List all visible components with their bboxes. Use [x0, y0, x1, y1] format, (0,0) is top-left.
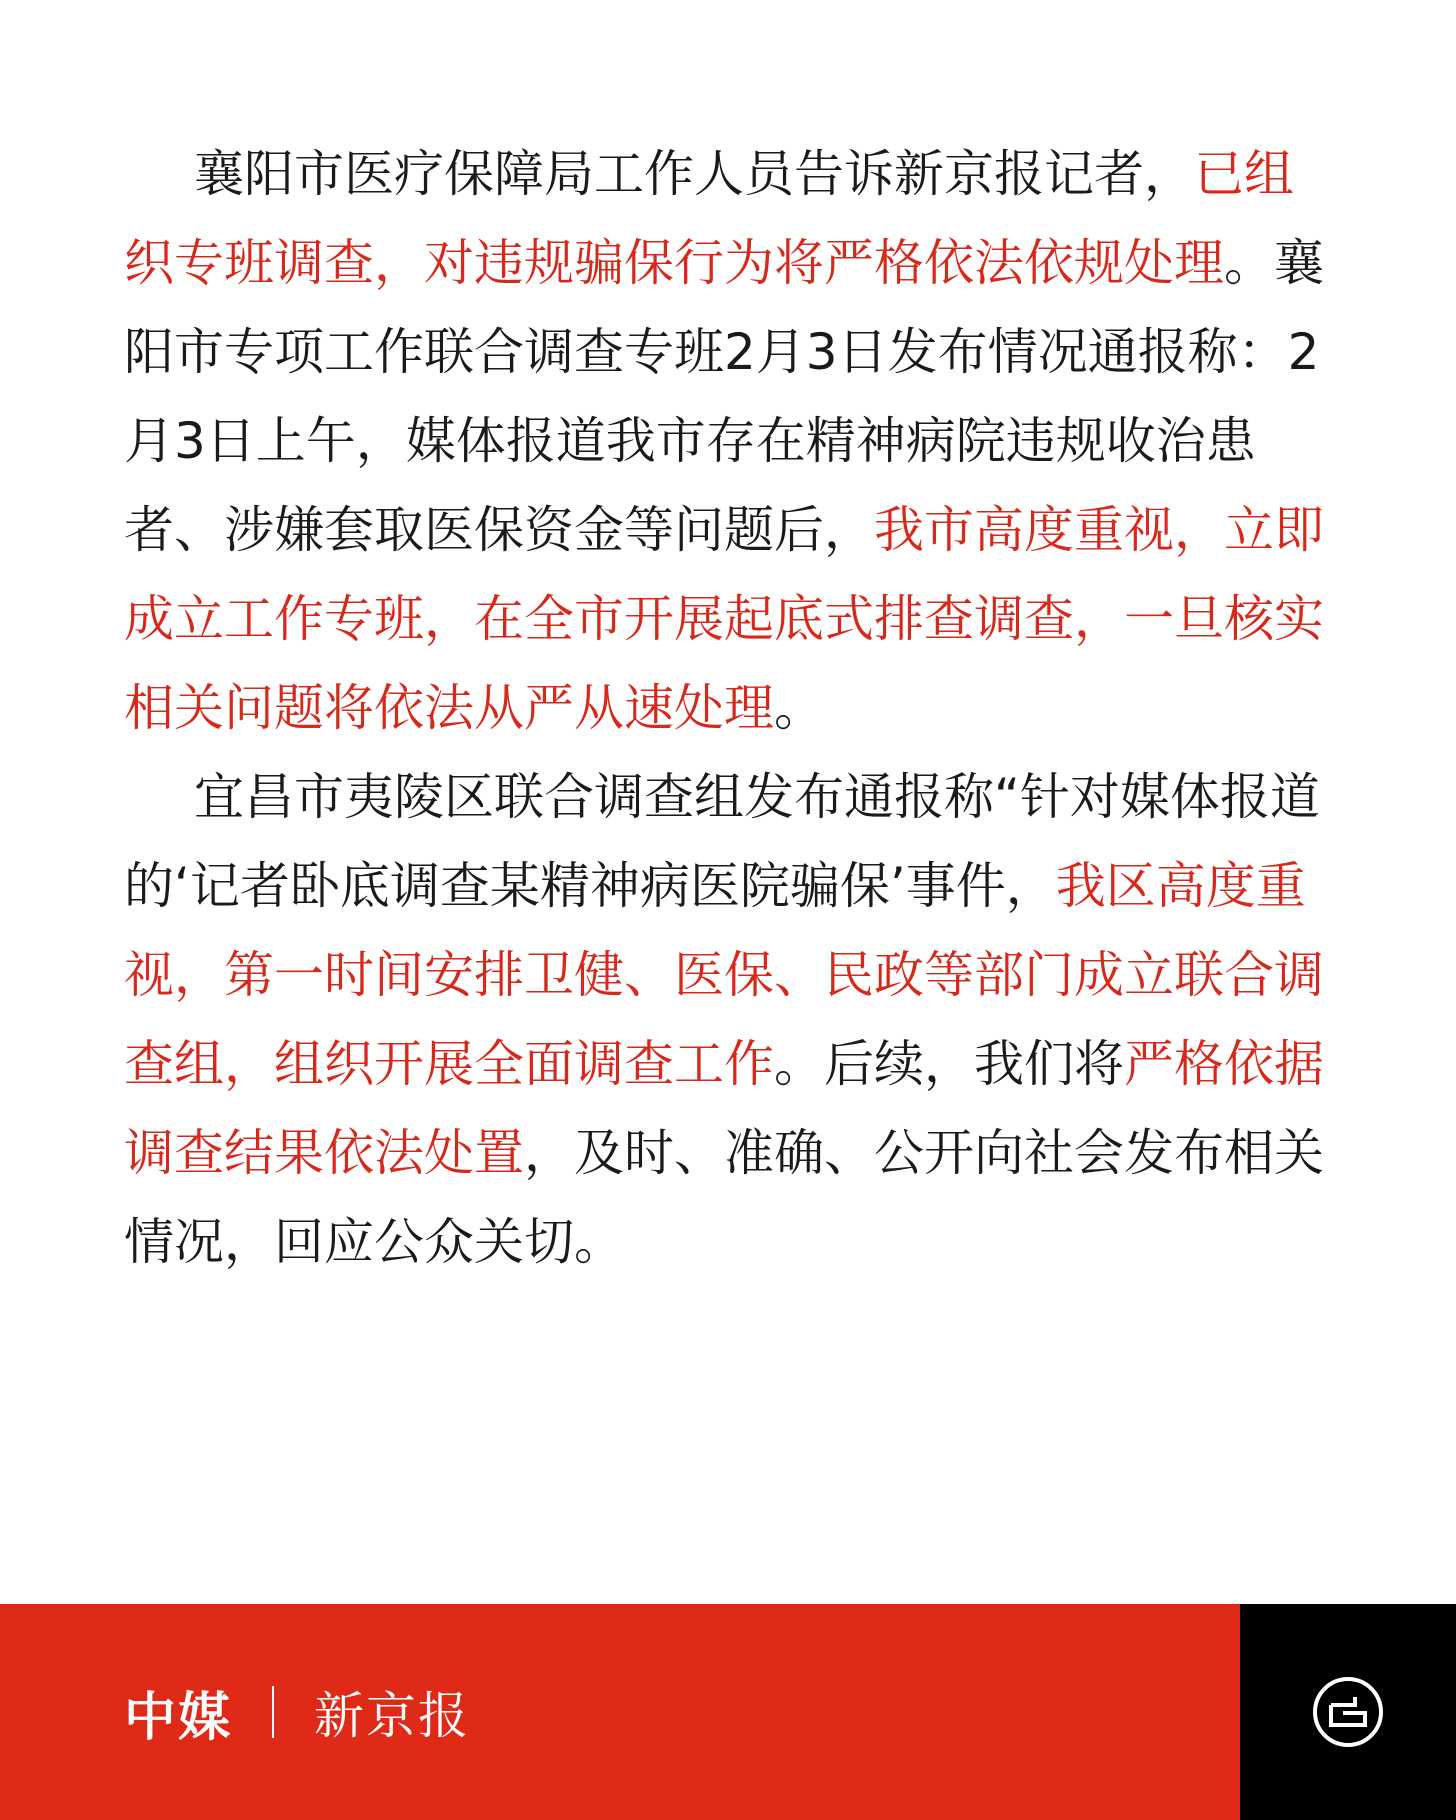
paragraph-1-segment-1: 襄阳市医疗保障局工作人员告诉新京报记者，	[194, 145, 1194, 203]
paragraph-2	[124, 753, 1324, 1287]
paragraph-1	[124, 130, 1324, 753]
paragraph-2-highlight-1: 我区高度重视，第一时间安排卫健、医保、民政等部门成立联合调查组，组织开展全面调查工作	[124, 857, 1324, 1093]
paragraph-2-segment-1: 宜昌市夷陵区联合调查组发布通报称“针对媒体报道的‘记者卧底调查某精神病医院骗保’事件，	[124, 768, 1320, 915]
paragraph-2-segment-2: 。后续，我们将	[774, 1035, 1124, 1093]
paragraph-1-highlight-2: 我市高度重视，立即成立工作专班，在全市开展起底式排查调查，一旦核实相关问题将依法从严从速处理	[124, 501, 1324, 737]
paragraph-2-highlight-2: 严格依据调查结果依法处置	[124, 1035, 1324, 1182]
paragraph-1-highlight-1: 已组织专班调查，对违规骗保行为将严格依法依规处理	[124, 145, 1294, 292]
paragraph-1-segment-3: 。	[774, 679, 824, 737]
article-body	[124, 130, 1324, 1287]
footer-logo-block	[1240, 1604, 1456, 1820]
footer-banner	[0, 1604, 1456, 1820]
footer-brand-bar	[0, 1604, 1240, 1820]
brand-label: 中媒	[124, 1687, 233, 1748]
paragraph-2-segment-3: ，及时、准确、公开向社会发布相关情况，回应公众关切。	[124, 1124, 1324, 1271]
paragraph-1-segment-2: 。襄阳市专项工作联合调查专班2月3日发布情况通报称：2月3日上午，媒体报道我市存在精神病院违规收治患者、涉嫌套取医保资金等问题后，	[124, 234, 1324, 559]
footer-divider	[272, 1686, 274, 1738]
xinjingbao-logo-icon	[1311, 1675, 1385, 1749]
outlet-label: 新京报	[314, 1687, 471, 1745]
